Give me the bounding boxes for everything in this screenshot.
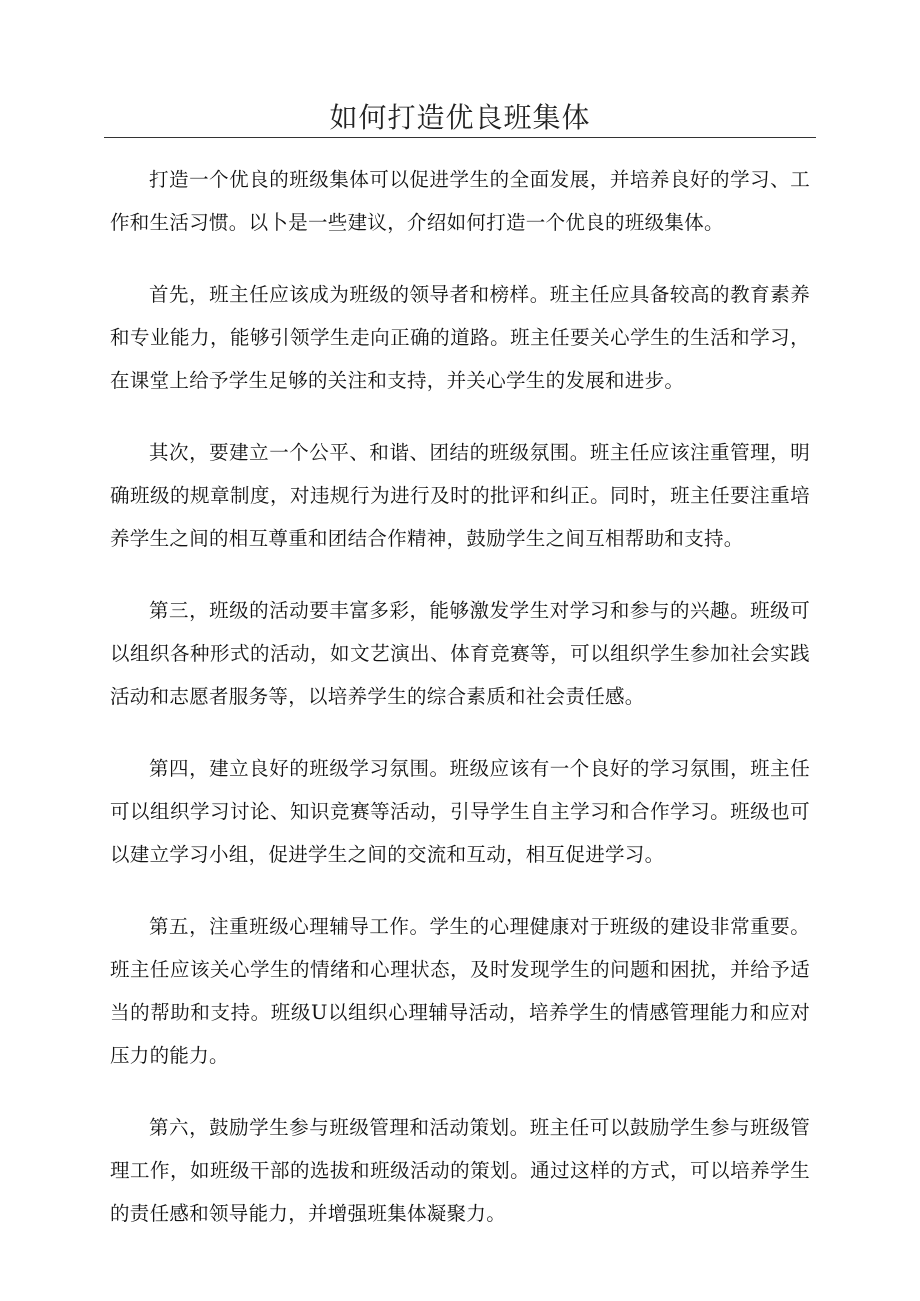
page-title: 如何打造优良班集体: [329, 101, 591, 134]
paragraph-first: 首先，班主任应该成为班级的领导者和榜样。班主任应具备较高的教育素养和专业能力，能够引领学生走向正确的道路。班主任要关心学生的生活和学习，在课堂上给予学生足够的关注和支持，并关心学生的发展和进步。: [110, 283, 810, 392]
paragraph-fourth: 第四，建立良好的班级学习氛围。班级应该有一个良好的学习氛围，班主任可以组织学习讨论、知识竞赛等活动，引导学生自主学习和合作学习。班级也可以建立学习小组，促进学生之间的交流和互动，相互促进学习。: [110, 757, 810, 866]
paragraph-fifth: 第五，注重班级心理辅导工作。学生的心理健康对于班级的建设非常重要。班主任应该关心学生的情绪和心理状态，及时发现学生的问题和困扰，并给予适当的帮助和支持。班级U以组织心理辅导活动，培养学生的情感管理能力和应对压力的能力。: [110, 915, 810, 1067]
paragraph-sixth: 第六，鼓励学生参与班级管理和活动策划。班主任可以鼓励学生参与班级管理工作，如班级干部的选拔和班级活动的策划。通过这样的方式，可以培养学生的责任感和领导能力，并增强班集体凝聚力。: [110, 1116, 810, 1225]
paragraph-third: 第三，班级的活动要丰富多彩，能够激发学生对学习和参与的兴趣。班级可以组织各种形式的活动，如文艺演出、体育竞赛等，可以组织学生参加社会实践活动和志愿者服务等，以培养学生的综合素质和社会责任感。: [110, 599, 810, 708]
title-underline: [104, 137, 816, 138]
paragraph-second: 其次，要建立一个公平、和谐、团结的班级氛围。班主任应该注重管理，明确班级的规章制度，对违规行为进行及时的批评和纠正。同时，班主任要注重培养学生之间的相互尊重和团结合作精神，鼓励学生之间互相帮助和支持。: [110, 441, 810, 550]
paragraph-intro: 打造一个优良的班级集体可以促进学生的全面发展，并培养良好的学习、工作和生活习惯。以卜是一些建议，介绍如何打造一个优良的班级集体。: [110, 168, 810, 234]
document-body: [110, 158, 810, 1264]
